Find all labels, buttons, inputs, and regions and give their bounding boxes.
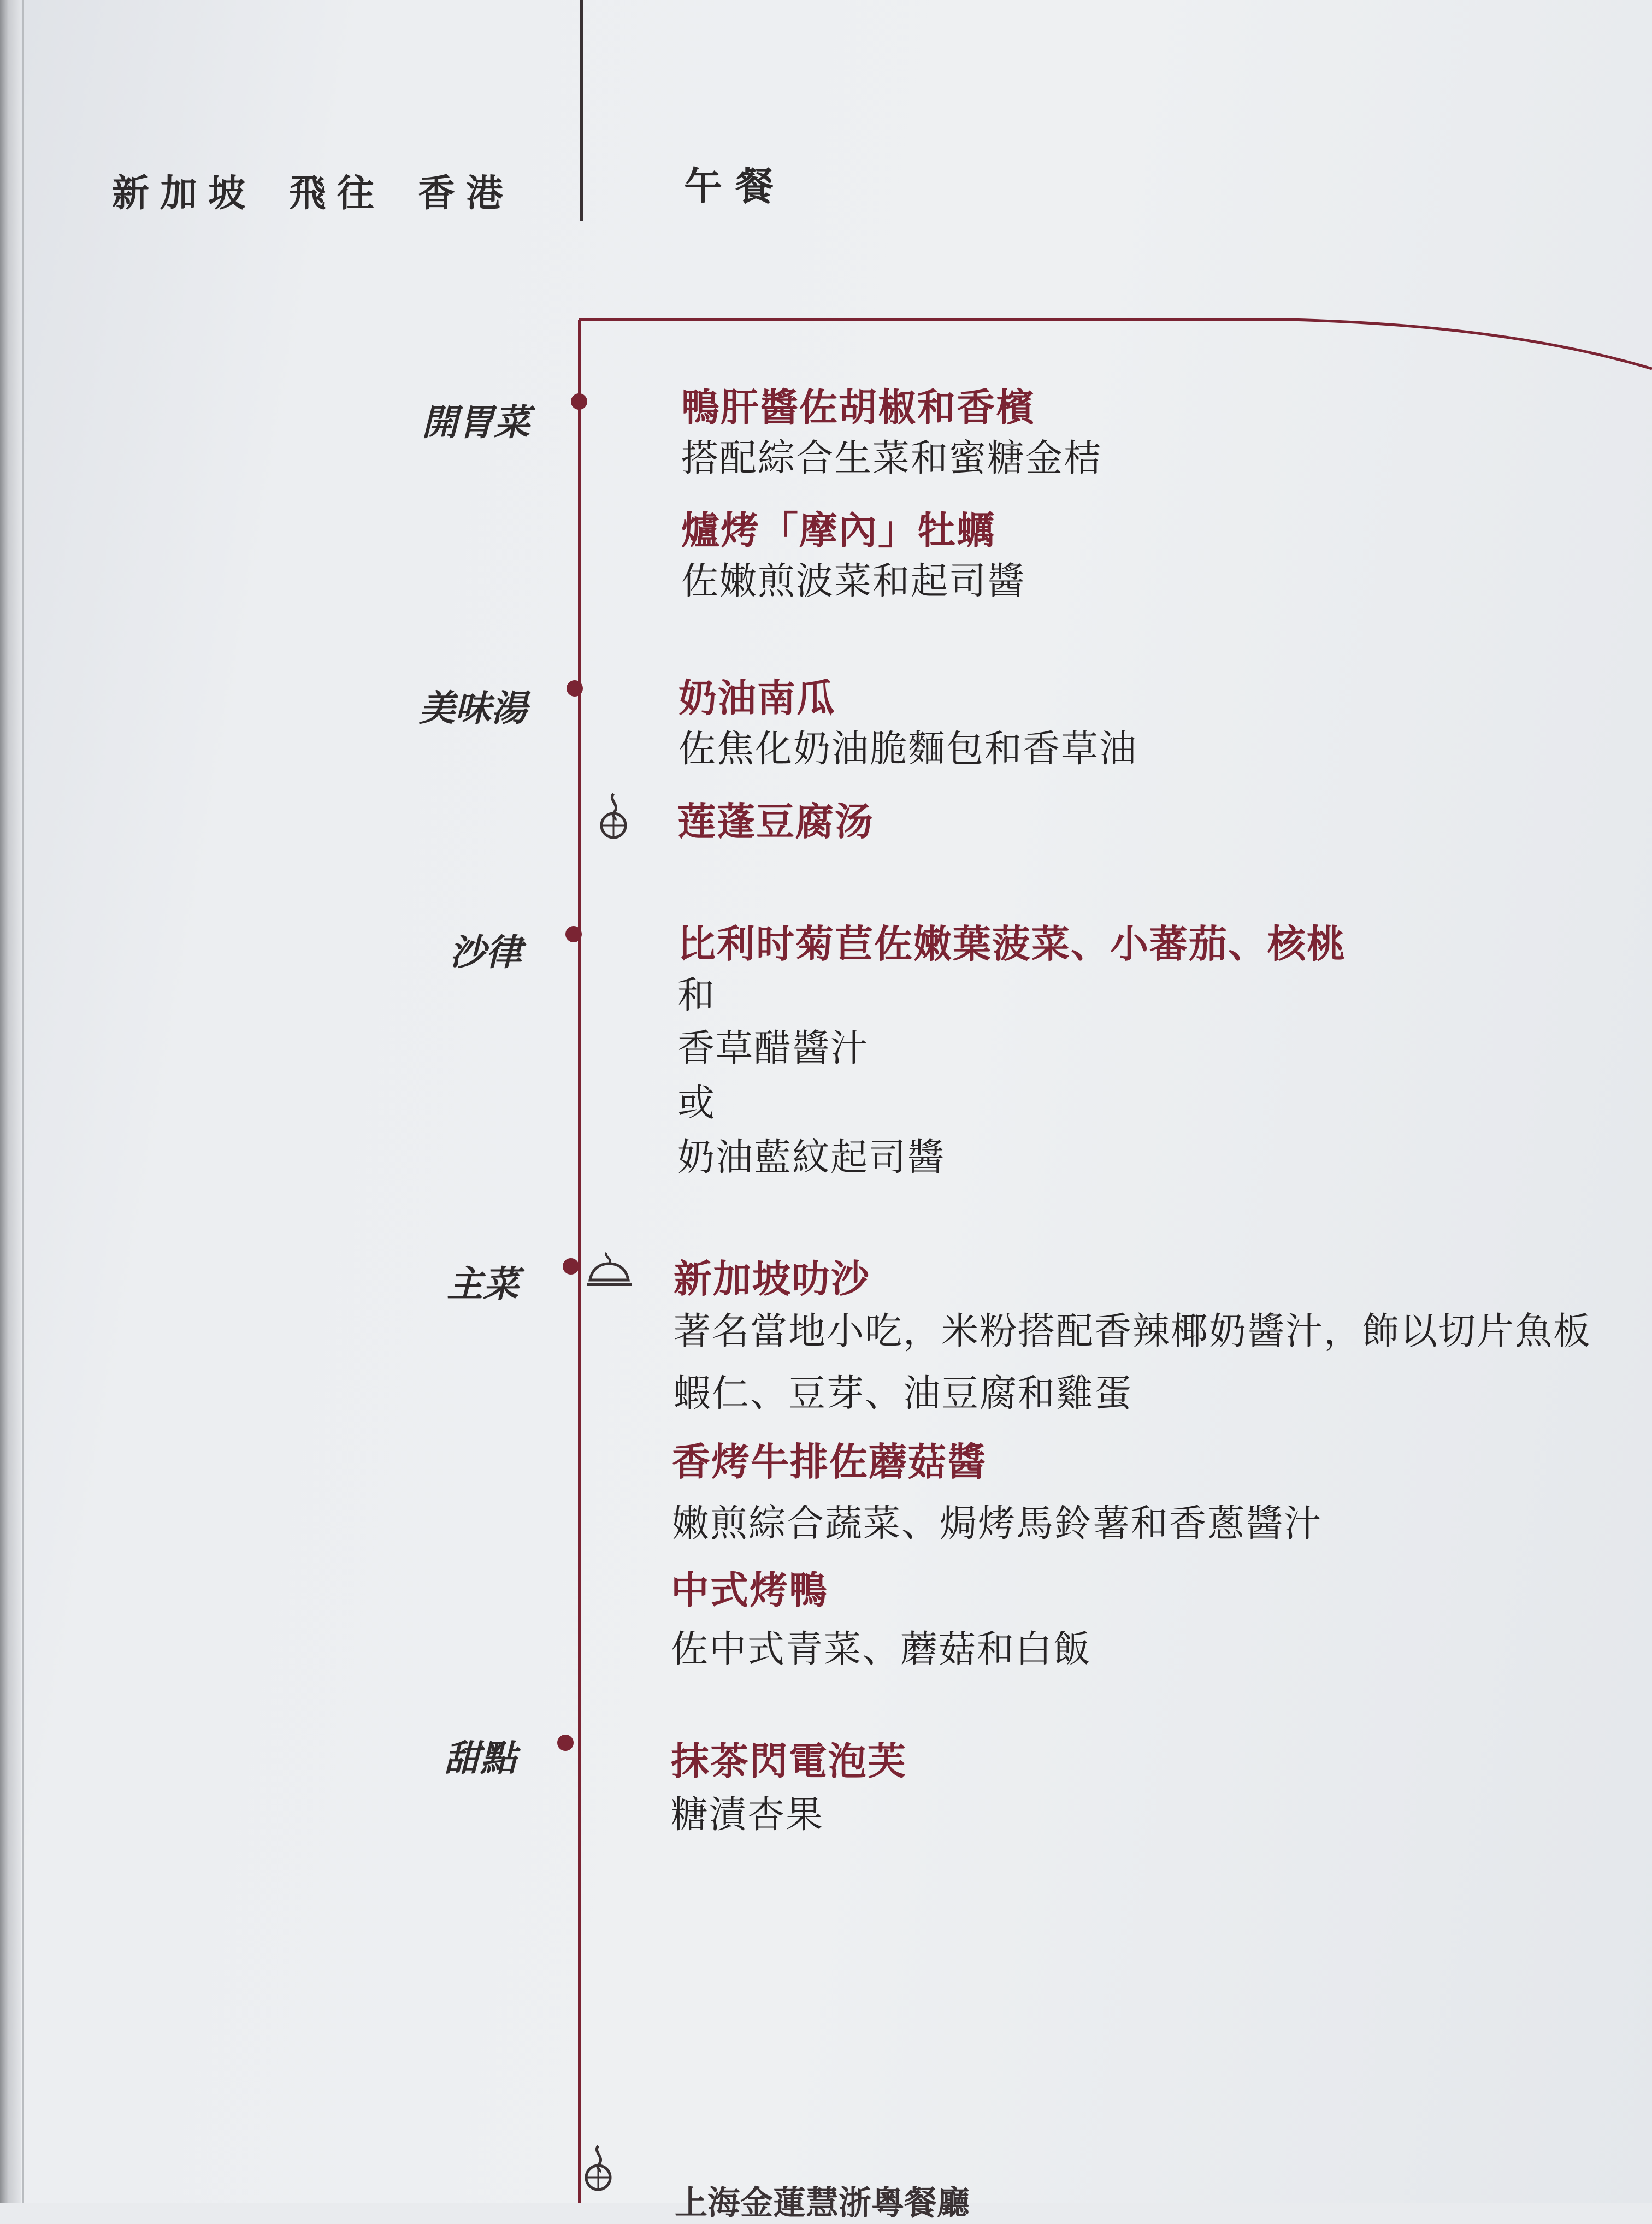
local-favourite-icon — [585, 1248, 634, 1292]
dish-title: 抹茶閃電泡芙 — [671, 1739, 907, 1784]
header-divider — [580, 0, 583, 221]
chinese-cuisine-icon — [594, 789, 633, 839]
dish-title: 比利时菊苣佐嫩葉菠菜、小蕃茄、核桃 — [677, 922, 1346, 966]
dish-description: 佐中式青菜、蘑菇和白飯 — [671, 1628, 1092, 1671]
timeline-dot-soup — [567, 680, 583, 697]
chinese-cuisine-icon — [579, 2142, 617, 2191]
category-dessert: 甜點 — [444, 1737, 516, 1779]
dish-title: 新加坡叻沙 — [674, 1256, 870, 1301]
dish-description: 和 — [677, 974, 716, 1017]
dish-title: 奶油南瓜 — [678, 676, 836, 721]
dish-description: 嫩煎綜合蔬菜、焗烤馬鈴薯和香蔥醬汁 — [672, 1502, 1323, 1545]
dish-description: 搭配綜合生菜和蜜糖金桔 — [681, 437, 1102, 480]
dish-description: 佐焦化奶油脆麵包和香草油 — [678, 728, 1138, 771]
timeline-dot-salad — [565, 926, 582, 942]
timeline-dot-appetizer — [571, 393, 587, 410]
category-soup: 美味湯 — [419, 687, 527, 729]
dish-description: 香草醋醬汁 — [677, 1027, 869, 1070]
dish-description: 佐嫩煎波菜和起司醬 — [681, 560, 1026, 603]
dish-title: 鴨肝醬佐胡椒和香檳 — [681, 385, 1035, 430]
dish-description: 奶油藍紋起司醬 — [677, 1136, 946, 1179]
route-connector: 飛往 — [289, 172, 386, 215]
timeline-top-curve — [578, 314, 1652, 374]
dish-title: 中式烤鴨 — [671, 1568, 828, 1613]
dish-title: 莲蓬豆腐汤 — [677, 799, 874, 844]
category-salad: 沙律 — [450, 931, 522, 974]
route-origin: 新加坡 — [112, 172, 257, 215]
dish-description: 蝦仁、豆芽、油豆腐和雞蛋 — [674, 1372, 1133, 1415]
meal-title: 午餐 — [684, 164, 787, 209]
page-binding-edge — [0, 0, 21, 2203]
timeline-dot-dessert — [557, 1735, 574, 1751]
dish-description: 糖漬杏果 — [671, 1794, 824, 1837]
category-appetizer: 開胃菜 — [422, 402, 530, 444]
dish-title: 爐烤「摩內」牡蠣 — [681, 508, 996, 553]
footer-partial-text: 上海金蓮慧浙粵餐廳 — [675, 2184, 970, 2222]
dish-title: 香烤牛排佐蘑菇醬 — [672, 1440, 987, 1484]
dish-description: 著名當地小吃，米粉搭配香辣椰奶醬汁，飾以切片魚板 — [674, 1310, 1592, 1353]
route-destination: 香港 — [418, 172, 515, 215]
timeline-dot-main — [563, 1258, 579, 1275]
timeline-line — [578, 320, 581, 2203]
route-heading — [112, 164, 547, 217]
dish-description: 或 — [677, 1082, 716, 1125]
page-edge-line — [22, 0, 24, 2203]
category-main: 主菜 — [447, 1263, 519, 1305]
